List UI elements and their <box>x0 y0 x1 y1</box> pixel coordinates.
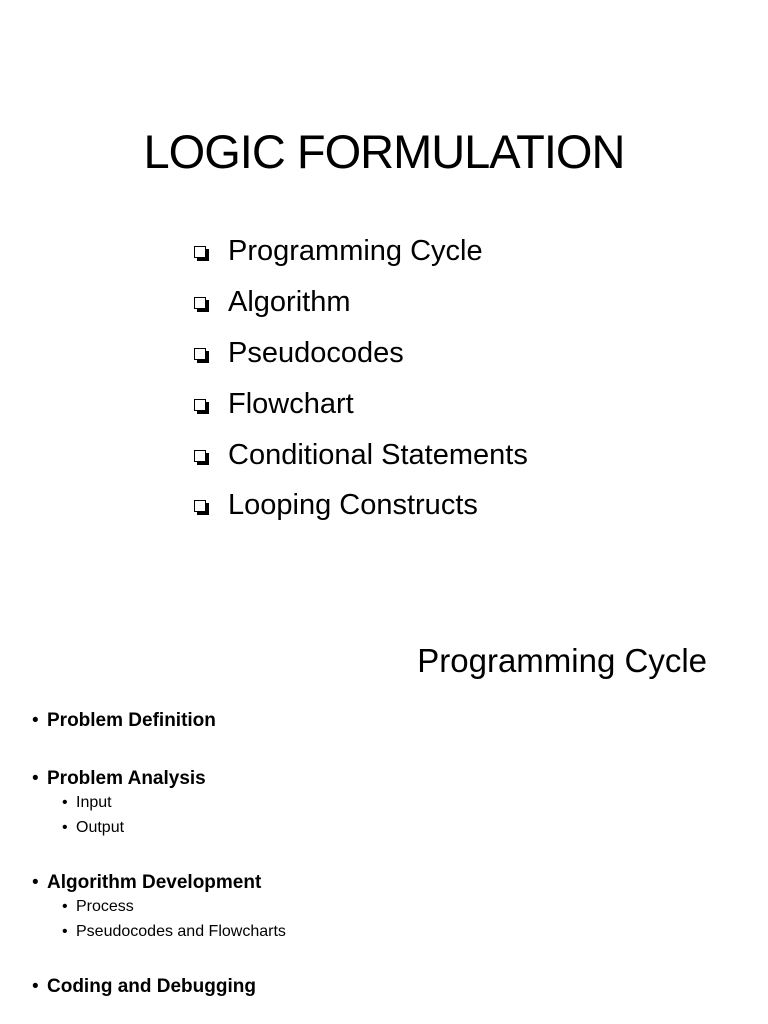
topic-label: Programming Cycle <box>228 235 483 268</box>
sub-list-item <box>62 919 286 944</box>
topic-label: Flowchart <box>228 387 354 420</box>
list-item <box>32 764 286 840</box>
list-item <box>32 972 286 1002</box>
topic-list <box>194 226 528 531</box>
sub-list-item <box>62 894 286 919</box>
sub-item-label: Output <box>76 819 125 836</box>
topic-label: Algorithm <box>228 286 351 319</box>
topic-item <box>194 226 528 277</box>
topic-item <box>194 277 528 328</box>
slide-title: LOGIC FORMULATION <box>143 125 625 178</box>
topic-item <box>194 429 528 480</box>
topic-label: Pseudocodes <box>228 336 404 369</box>
checkbox-square-icon <box>194 399 206 411</box>
bullet-icon: • <box>62 923 68 940</box>
sub-list <box>47 790 286 840</box>
sub-item-label: Input <box>76 794 112 811</box>
checkbox-square-icon <box>194 297 206 309</box>
sub-list <box>47 894 286 944</box>
bullet-icon: • <box>62 898 68 915</box>
step-label: Algorithm Development <box>47 872 262 893</box>
slide-title: Programming Cycle <box>417 642 707 679</box>
sub-item-label: Pseudocodes and Flowcharts <box>76 923 286 940</box>
checkbox-square-icon <box>194 348 206 360</box>
step-label: Problem Definition <box>47 710 216 731</box>
bullet-icon: • <box>62 819 68 836</box>
slide-programming-cycle <box>0 600 768 1024</box>
topic-item <box>194 378 528 429</box>
sub-item-label: Process <box>76 898 134 915</box>
topic-item <box>194 328 528 379</box>
checkbox-square-icon <box>194 450 206 462</box>
sub-list-item <box>62 790 286 815</box>
list-item <box>32 868 286 944</box>
topic-item <box>194 480 528 531</box>
bullet-icon: • <box>32 976 39 997</box>
bullet-icon: • <box>32 768 39 789</box>
bullet-icon: • <box>32 710 39 731</box>
cycle-steps-list <box>32 706 286 1002</box>
bullet-icon: • <box>62 794 68 811</box>
list-item <box>32 706 286 736</box>
step-label: Coding and Debugging <box>47 976 256 997</box>
step-label: Problem Analysis <box>47 768 206 789</box>
bullet-icon: • <box>32 872 39 893</box>
checkbox-square-icon <box>194 246 206 258</box>
topic-label: Looping Constructs <box>228 489 478 522</box>
topic-label: Conditional Statements <box>228 438 528 471</box>
sub-list-item <box>62 815 286 840</box>
checkbox-square-icon <box>194 500 206 512</box>
